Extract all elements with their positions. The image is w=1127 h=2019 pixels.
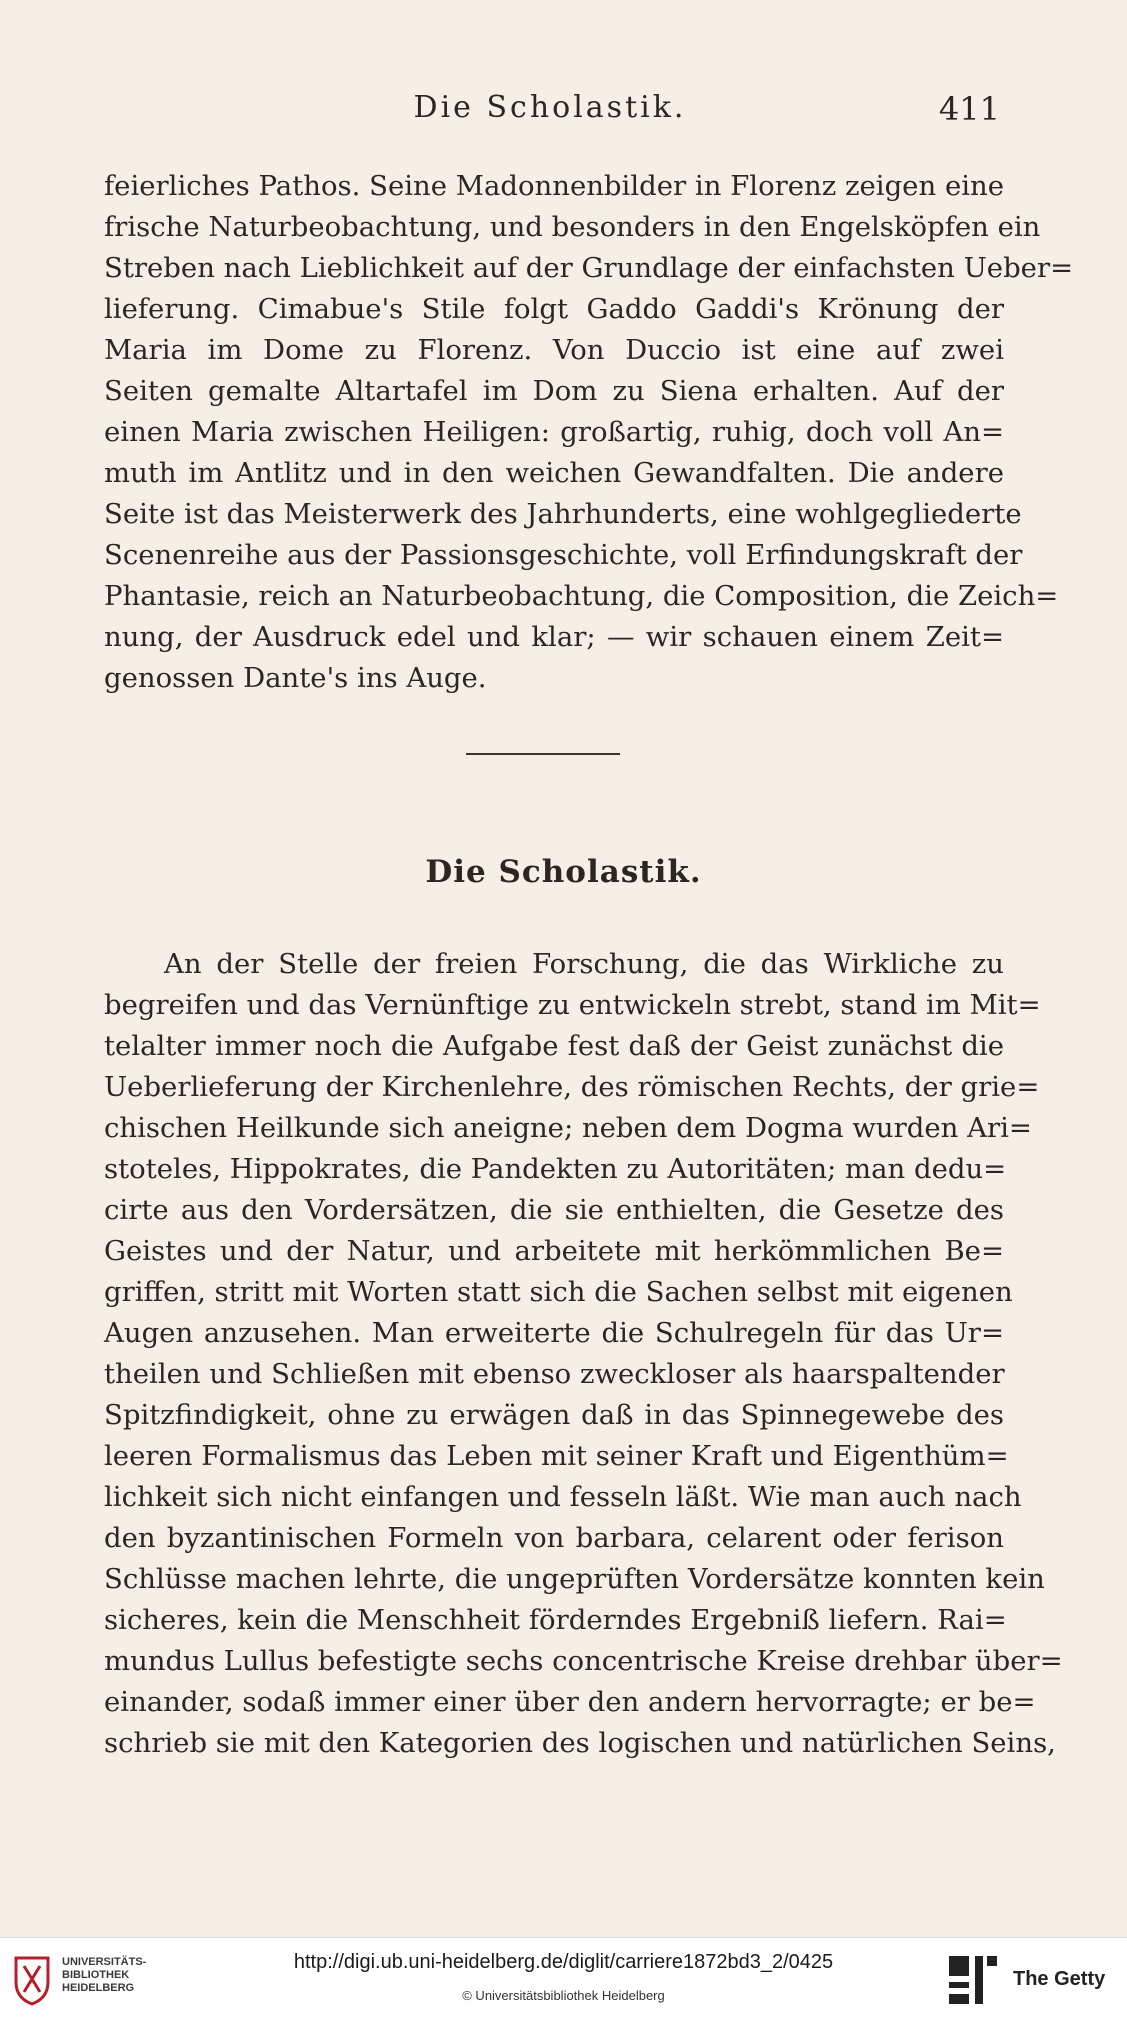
getty-logo[interactable] xyxy=(945,1952,1115,2008)
library-name-line: HEIDELBERG xyxy=(62,1982,135,1994)
text-line: muth im Antlitz und in den weichen Gewandfalten. Die andere xyxy=(104,457,1004,489)
library-name-line: BIBLIOTHEK xyxy=(62,1969,130,1981)
text-line: telalter immer noch die Aufgabe fest daß der Geist zunächst die xyxy=(104,1030,1004,1062)
permalink-url[interactable]: http://digi.ub.uni-heidelberg.de/diglit/carriere1872bd3_2/0425 xyxy=(293,1951,834,1973)
text-line: chischen Heilkunde sich aneigne; neben dem Dogma wurden Ari= xyxy=(104,1112,1032,1144)
text-line: frische Naturbeobachtung, und besonders in den Engelsköpfen ein xyxy=(104,211,1041,243)
text-line: stoteles, Hippokrates, die Pandekten zu Autoritäten; man dedu= xyxy=(104,1153,1007,1185)
text-line: den byzantinischen Formeln von barbara, celarent oder ferison xyxy=(104,1522,1004,1554)
text-line: Phantasie, reich an Naturbeobachtung, die Composition, die Zeich= xyxy=(104,580,1059,612)
running-title: Die Scholastik. xyxy=(413,90,687,125)
text-line: Scenenreihe aus der Passionsgeschichte, voll Erfindungskraft der xyxy=(104,539,1023,571)
text-line: einen Maria zwischen Heiligen: großartig, ruhig, doch voll An= xyxy=(104,416,1004,448)
getty-name: The Getty xyxy=(1013,1968,1106,1990)
text-line: theilen und Schließen mit ebenso zweckloser als haarspaltender xyxy=(104,1358,1005,1390)
text-line: begreifen und das Vernünftige zu entwickeln strebt, stand im Mit= xyxy=(104,989,1041,1021)
text-line: einander, sodaß immer einer über den andern hervorragte; er be= xyxy=(104,1686,1036,1718)
text-line: genossen Dante's ins Auge. xyxy=(104,662,487,694)
text-line: leeren Formalismus das Leben mit seiner Kraft und Eigenthüm= xyxy=(104,1440,1009,1472)
text-line: lieferung. Cimabue's Stile folgt Gaddo Gaddi's Krönung der xyxy=(104,293,1004,325)
paragraph-2 xyxy=(104,944,1063,1764)
getty-mark-icon xyxy=(945,1952,1001,2008)
text-line: Seite ist das Meisterwerk des Jahrhunderts, eine wohlgegliederte xyxy=(104,498,1022,530)
text-line: Schlüsse machen lehrte, die ungeprüften Vordersätze konnten kein xyxy=(104,1563,1045,1595)
text-line: feierliches Pathos. Seine Madonnenbilder in Florenz zeigen eine xyxy=(104,170,1004,202)
text-line: lichkeit sich nicht einfangen und fesseln läßt. Wie man auch nach xyxy=(104,1481,1022,1513)
text-line: An der Stelle der freien Forschung, die das Wirkliche zu xyxy=(164,948,1004,980)
text-line: Maria im Dome zu Florenz. Von Duccio ist eine auf zwei xyxy=(104,334,1004,366)
text-line: Spitzfindigkeit, ohne zu erwägen daß in das Spinnegewebe des xyxy=(104,1399,1004,1431)
section-divider xyxy=(466,753,620,755)
text-line: Seiten gemalte Altartafel im Dom zu Siena erhalten. Auf der xyxy=(104,375,1004,407)
text-line: Streben nach Lieblichkeit auf der Grundlage der einfachsten Ueber= xyxy=(104,252,1074,284)
text-line: cirte aus den Vordersätzen, die sie enthielten, die Gesetze des xyxy=(104,1194,1004,1226)
text-line: griffen, stritt mit Worten statt sich die Sachen selbst mit eigenen xyxy=(104,1276,1013,1308)
page-number: 411 xyxy=(938,90,1000,128)
library-name-line: UNIVERSITÄTS- xyxy=(62,1956,147,1968)
text-line: schrieb sie mit den Kategorien des logischen und natürlichen Seins, xyxy=(104,1727,1056,1759)
text-line: nung, der Ausdruck edel und klar; — wir schauen einem Zeit= xyxy=(104,621,1004,653)
viewer-footer xyxy=(0,1937,1127,2019)
text-line: Ueberlieferung der Kirchenlehre, des römischen Rechts, der grie= xyxy=(104,1071,1040,1103)
text-line: Augen anzusehen. Man erweiterte die Schulregeln für das Ur= xyxy=(104,1317,1004,1349)
page-header xyxy=(100,86,1000,134)
paragraph-1 xyxy=(104,166,1074,699)
text-line: mundus Lullus befestigte sechs concentrische Kreise drehbar über= xyxy=(104,1645,1063,1677)
copyright-notice: © Universitätsbibliothek Heidelberg xyxy=(462,1988,665,2003)
text-line: Geistes und der Natur, und arbeitete mit herkömmlichen Be= xyxy=(104,1235,1004,1267)
section-heading: Die Scholastik. xyxy=(425,854,702,890)
text-line: sicheres, kein die Menschheit förderndes Ergebniß liefern. Rai= xyxy=(104,1604,1007,1636)
